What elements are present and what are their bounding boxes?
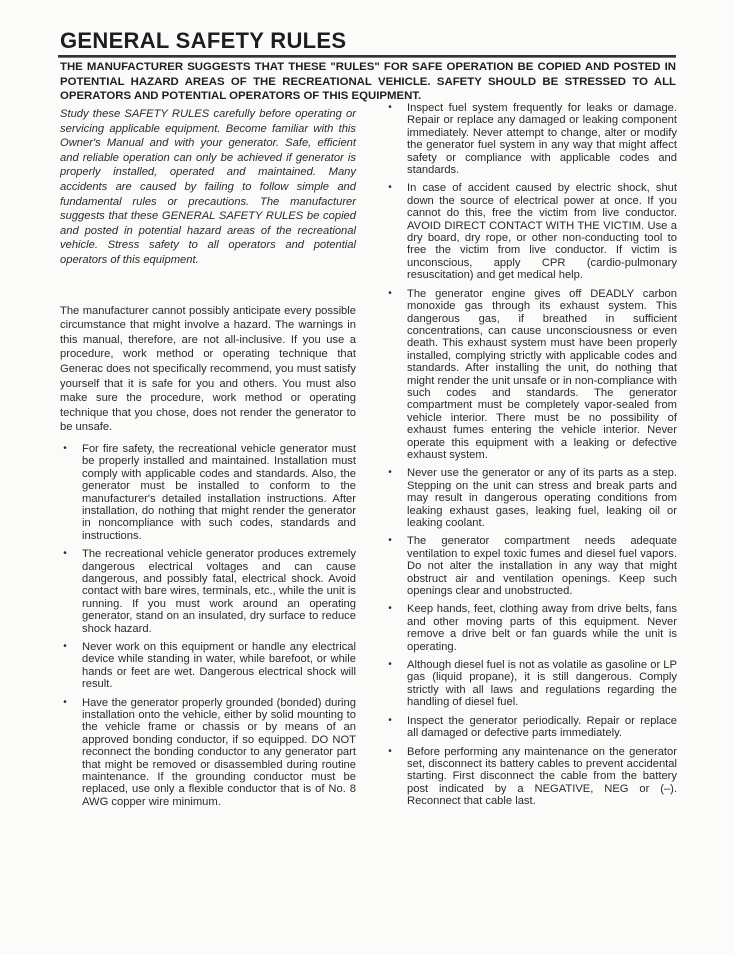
- disclaimer-paragraph: The manufacturer cannot possibly anticipate every possible circumstance that might involve a hazard. The warnings in this manual, therefore, are not all-inclusive. If you use a procedure, work method or operating technique that Generac does not specifically recommend, you must satisfy yourself that it is safe for you and others. You must also make sure the procedure, work method or operating technique that you chose, does not render the generator to be unsafe.: [60, 304, 356, 434]
- list-item: [385, 659, 677, 709]
- list-item-text: Never work on this equipment or handle any electrical device while standing in water, while barefoot, or while hands or feet are wet. Dangerous electrical shock will result.: [82, 640, 356, 691]
- list-item: [385, 746, 677, 808]
- bullet-icon: •: [388, 659, 392, 671]
- list-item-text: Before performing any maintenance on the generator set, disconnect its battery cables to prevent accidental starting. First disconnect the cable from the battery post indicated by a NEGATIVE, NEG or (–). Reconnect that cable last.: [407, 745, 677, 808]
- left-column: [60, 107, 356, 814]
- right-bullet-list: [385, 102, 677, 808]
- list-item-text: In case of accident caused by electric shock, shut down the source of electrical power at once. If you cannot do this, free the victim from live conductor. AVOID DIRECT CONTACT WITH THE VICTIM. Use a dry board, dry rope, or other non-conducting tool to free the victim from live conductor. If victim is unconscious, apply CPR (cardio-pulmonary resuscitation) and get medical help.: [407, 182, 677, 282]
- bullet-icon: •: [388, 535, 392, 547]
- title-underline: [58, 55, 676, 58]
- list-item-text: The generator engine gives off DEADLY carbon monoxide gas through its exhaust system. This dangerous gas, if breathed in sufficient concentrations, can cause unconsciousness or even death. This exhaust system must have been properly installed, complying strictly with applicable codes and standards. After installing the unit, do nothing that might render the unit unsafe or in non-compliance with such codes and standards. The generator compartment must be completely vapor-sealed from vehicle interior. There must be no possibility of exhaust fumes entering the vehicle interior. Never operate this equipment with a leaking or defective exhaust system.: [407, 287, 677, 461]
- list-item: [385, 467, 677, 529]
- list-item: [385, 603, 677, 653]
- list-item-text: The recreational vehicle generator produces extremely dangerous electrical voltages and can cause dangerous, and possibly fatal, electrical shock. Avoid contact with bare wires, terminals, etc., while the unit is running. If you must work around an operating generator, stand on an insulated, dry surface to reduce shock hazard.: [82, 548, 356, 635]
- list-item-text: Inspect fuel system frequently for leaks or damage. Repair or replace any damaged or leaking component immediately. Never attempt to change, alter or modify the generator fuel system in any way that might affect safety or compliance with applicable codes and standards.: [407, 102, 677, 177]
- bullet-icon: •: [63, 696, 67, 708]
- bullet-icon: •: [388, 182, 392, 194]
- list-item: [60, 548, 356, 635]
- bullet-icon: •: [388, 745, 392, 757]
- page-title: GENERAL SAFETY RULES: [60, 28, 347, 53]
- list-item-text: Inspect the generator periodically. Repair or replace all damaged or defective parts immediately.: [407, 714, 677, 740]
- list-item-text: Never use the generator or any of its parts as a step. Stepping on the unit can stress and break parts and may result in dangerous operating conditions from leaking exhaust gases, leaking fuel, leaking oil or leaking coolant.: [407, 467, 677, 529]
- left-bullet-list: [60, 443, 356, 808]
- bullet-icon: •: [388, 467, 392, 479]
- bullet-icon: •: [63, 640, 67, 652]
- bullet-icon: •: [388, 603, 392, 615]
- list-item: [385, 102, 677, 176]
- list-item: [385, 715, 677, 740]
- bullet-icon: •: [63, 548, 67, 560]
- bullet-icon: •: [388, 102, 392, 113]
- list-item-text: For fire safety, the recreational vehicle generator must be properly installed and maintained. Installation must comply with applicable codes and standards. Also, the generator must be installed to conform to the manufacturer's detailed installation instructions. After installation, do nothing that might render the generator in noncompliance with such codes, standards and instructions.: [82, 442, 356, 542]
- list-item-text: The generator compartment needs adequate ventilation to expel toxic fumes and diesel fuel vapors. Do not alter the installation in any way that might obstruct air and ventilation openings. Keep such openings clear and unobstructed.: [407, 535, 677, 598]
- list-item: [60, 697, 356, 809]
- right-column: [385, 102, 677, 814]
- list-item: [385, 288, 677, 462]
- bullet-icon: •: [388, 714, 392, 726]
- list-item: [60, 641, 356, 691]
- list-item: [385, 535, 677, 597]
- italic-intro-paragraph: Study these SAFETY RULES carefully before operating or servicing applicable equipment. Become familiar with this Owner's Manual and with your generator. Safe, efficient and reliable operation can only be achieved if generator is properly installed, operated and maintained. Many accidents are caused by failing to follow simple and fundamental rules or precautions. The manufacturer suggests that these GENERAL SAFETY RULES be copied and posted in potential hazard areas of the recreational vehicle. Stress safety to all operators and potential operators of this equipment.: [60, 108, 356, 266]
- bullet-icon: •: [388, 287, 392, 299]
- list-item: [385, 182, 677, 281]
- list-item-text: Have the generator properly grounded (bonded) during installation onto the vehicle, either by solid mounting to the vehicle frame or chassis or by means of an approved bonding conductor, if so equipped. DO NOT reconnect the bonding conductor to any generator part that might be removed or disassembled during routine maintenance. If the grounding conductor must be replaced, use only a flexible conductor that is of No. 8 AWG copper wire minimum.: [82, 696, 356, 808]
- intro-statement: THE MANUFACTURER SUGGESTS THAT THESE "RULES" FOR SAFE OPERATION BE COPIED AND POSTED IN POTENTIAL HAZARD AREAS OF THE RECREATIONAL VEHICLE. SAFETY SHOULD BE STRESSED TO ALL OPERATORS AND POTENTIAL OPERATORS OF THIS EQUIPMENT.: [60, 61, 676, 102]
- bullet-icon: •: [63, 442, 67, 454]
- list-item: [60, 443, 356, 542]
- list-item-text: Keep hands, feet, clothing away from drive belts, fans and other moving parts of this equipment. Never remove a drive belt or fan guards while the unit is operating.: [407, 603, 677, 653]
- list-item-text: Although diesel fuel is not as volatile as gasoline or LP gas (liquid propane), it is still dangerous. Comply strictly with all laws and regulations regarding the handling of diesel fuel.: [407, 659, 677, 709]
